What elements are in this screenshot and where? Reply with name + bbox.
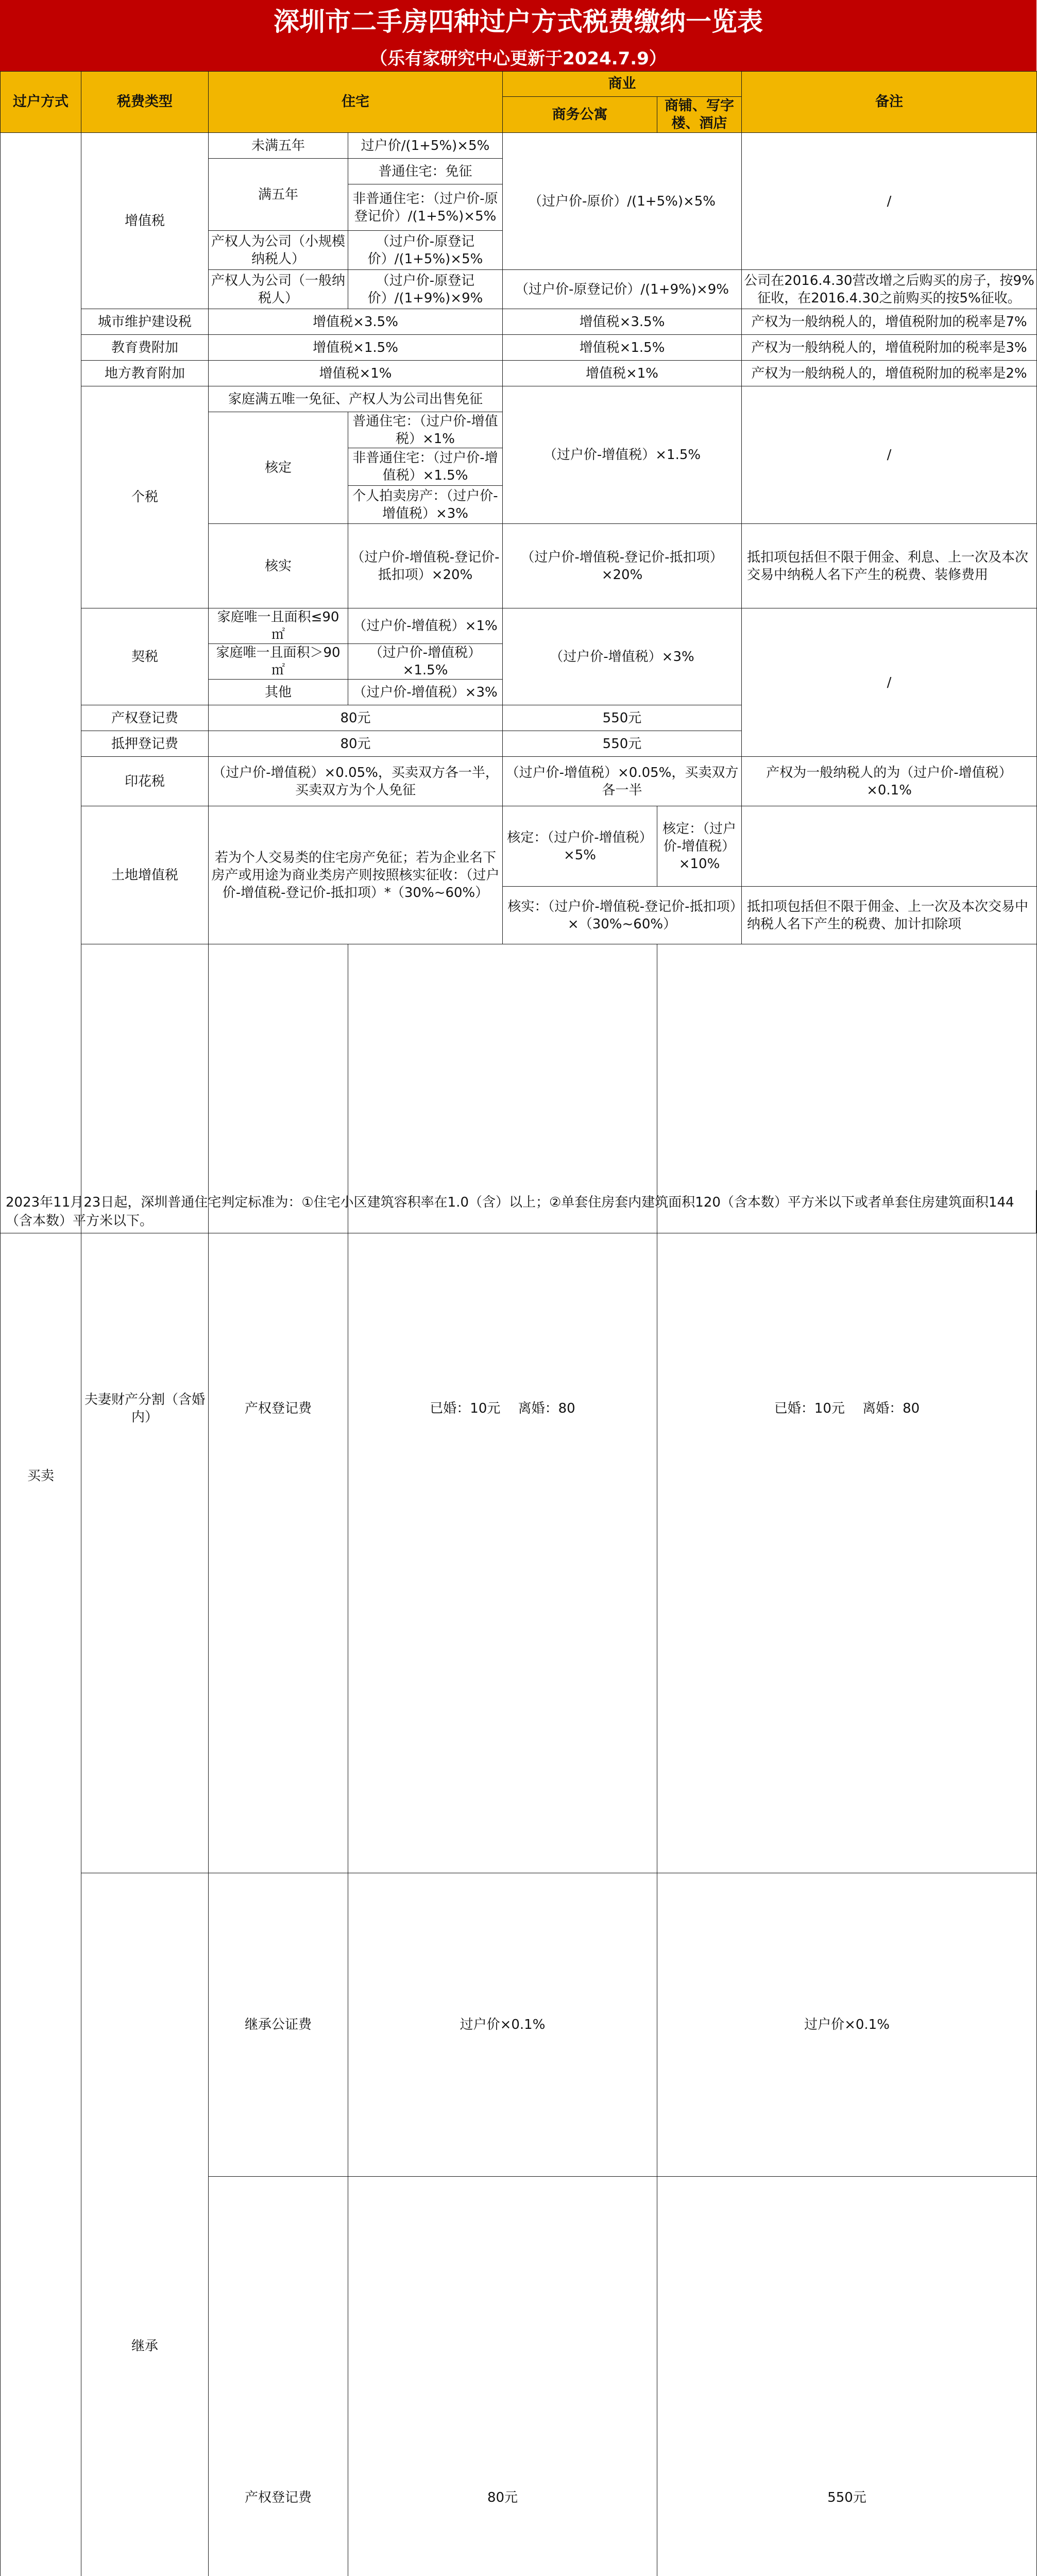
- marital-label: 产权登记费: [209, 944, 348, 1873]
- city-tax-res: 增值税×3.5%: [209, 309, 503, 335]
- vat-ordinary: 普通住宅：免征: [348, 159, 503, 184]
- edu-fee-com: 增值税×1.5%: [503, 335, 742, 361]
- mortgage-fee-label: 抵押登记费: [81, 731, 209, 757]
- reg-fee-res: 80元: [209, 705, 503, 731]
- method-trade: 买卖: [1, 133, 81, 2576]
- deed-tax-other-formula: （过户价-增值税）×3%: [348, 680, 503, 705]
- header-shop-office-hotel: 商铺、写字楼、酒店: [657, 97, 742, 133]
- income-tax-label: 个税: [81, 386, 209, 608]
- vat-under5-formula: 过户价/(1+5%)×5%: [348, 133, 503, 159]
- header-commercial-apartment: 商务公寓: [503, 97, 657, 133]
- income-tax-auction: 个人拍卖房产：（过户价-增值税）×3%: [348, 486, 503, 524]
- land-vat-shop-assessed: 核定：（过户价-增值税）×10%: [657, 806, 742, 887]
- deed-tax-under90: 家庭唯一且面积≤90㎡: [209, 608, 348, 644]
- city-tax-label: 城市维护建设税: [81, 309, 209, 335]
- city-tax-com: 增值税×3.5%: [503, 309, 742, 335]
- local-edu-com: 增值税×1%: [503, 361, 742, 386]
- land-vat-remark: 抵扣项包括但不限于佣金、上一次及本次交易中纳税人名下产生的税费、加计扣除项: [742, 887, 1037, 944]
- inherit-reg-com: 550元: [657, 2176, 1037, 2576]
- inherit-notary-res: 过户价×0.1%: [348, 1873, 657, 2177]
- vat-company-small-formula: （过户价-原登记价）/(1+5%)×5%: [348, 231, 503, 270]
- vat-commercial-general: （过户价-原登记价）/(1+9%)×9%: [503, 270, 742, 309]
- edu-fee-label: 教育费附加: [81, 335, 209, 361]
- deed-tax-over90: 家庭唯一且面积＞90㎡: [209, 644, 348, 680]
- footnote: 2023年11月23日起，深圳普通住宅判定标准为：①住宅小区建筑容积率在1.0（含）以上；②单套住房套内建筑面积120（含本数）平方米以下或者单套住房建筑面积144（含本数）平方米以下。: [0, 1190, 1036, 1233]
- header-commercial: 商业: [503, 72, 742, 97]
- inherit-reg-res: 80元: [348, 2176, 657, 2576]
- vat-company-general: 产权人为公司（一般纳税人）: [209, 270, 348, 309]
- local-edu-res: 增值税×1%: [209, 361, 503, 386]
- header-method: 过户方式: [1, 72, 81, 133]
- land-vat-label: 土地增值税: [81, 806, 209, 944]
- land-vat-actual: 核实：（过户价-增值税-登记价-抵扣项）×（30%~60%）: [503, 887, 742, 944]
- vat-company-small: 产权人为公司（小规模纳税人）: [209, 231, 348, 270]
- header-remarks: 备注: [742, 72, 1037, 133]
- mortgage-fee-res: 80元: [209, 731, 503, 757]
- reg-fee-label: 产权登记费: [81, 705, 209, 731]
- deed-tax-under90-formula: （过户价-增值税）×1%: [348, 608, 503, 644]
- vat-commercial: （过户价-原价）/(1+5%)×5%: [503, 133, 742, 270]
- inherit-notary-label: 继承公证费: [209, 1873, 348, 2177]
- land-vat-empty: [742, 806, 1037, 887]
- title-banner: [0, 0, 1036, 71]
- stamp-tax-res: （过户价-增值税）×0.05%，买卖双方各一半，买卖双方为个人免征: [209, 757, 503, 806]
- income-tax-non-ordinary: 非普通住宅：（过户价-增值税）×1.5%: [348, 448, 503, 486]
- marital-com: 已婚：10元 离婚：80: [657, 944, 1037, 1873]
- method-inherit: 继承: [81, 1873, 209, 2576]
- vat-under5: 未满五年: [209, 133, 348, 159]
- page-title: 深圳市二手房四种过户方式税费缴纳一览表: [0, 0, 1036, 44]
- page-subtitle: （乐有家研究中心更新于2024.7.9）: [0, 46, 1036, 71]
- stamp-tax-remark: 产权为一般纳税人的为（过户价-增值税）×0.1%: [742, 757, 1037, 806]
- header-residential: 住宅: [209, 72, 503, 133]
- income-tax-actual-com: （过户价-增值税-登记价-抵扣项）×20%: [503, 524, 742, 608]
- income-tax-ordinary: 普通住宅：（过户价-增值税）×1%: [348, 412, 503, 448]
- land-vat-res: 若为个人交易类的住宅房产免征；若为企业名下房产或用途为商业类房产则按照核实征收：（过户价-增值税-登记价-抵扣项）*（30%~60%）: [209, 806, 503, 944]
- vat-label: 增值税: [81, 133, 209, 309]
- inherit-notary-com: 过户价×0.1%: [657, 1873, 1037, 2177]
- land-vat-apt-assessed: 核定：（过户价-增值税）×5%: [503, 806, 657, 887]
- method-marital: 夫妻财产分割（含婚内）: [81, 944, 209, 1873]
- city-tax-remark: 产权为一般纳税人的，增值税附加的税率是7%: [742, 309, 1037, 335]
- vat-remark-general: 公司在2016.4.30营改增之后购买的房子，按9%征收，在2016.4.30之前购买的按5%征收。: [742, 270, 1037, 309]
- deed-tax-over90-formula: （过户价-增值税）×1.5%: [348, 644, 503, 680]
- income-tax-assessed-com: （过户价-增值税）×1.5%: [503, 386, 742, 524]
- tax-sheet: [0, 0, 1036, 1233]
- vat-over5: 满五年: [209, 159, 348, 231]
- vat-remark: /: [742, 133, 1037, 270]
- tax-table: [0, 71, 1037, 2576]
- income-tax-actual-res: （过户价-增值税-登记价-抵扣项）×20%: [348, 524, 503, 608]
- mortgage-fee-com: 550元: [503, 731, 742, 757]
- edu-fee-remark: 产权为一般纳税人的，增值税附加的税率是3%: [742, 335, 1037, 361]
- reg-fee-com: 550元: [503, 705, 742, 731]
- marital-res: 已婚：10元 离婚：80: [348, 944, 657, 1873]
- local-edu-remark: 产权为一般纳税人的，增值税附加的税率是2%: [742, 361, 1037, 386]
- deed-tax-com: （过户价-增值税）×3%: [503, 608, 742, 705]
- income-tax-assessed-remark: /: [742, 386, 1037, 524]
- deed-tax-other: 其他: [209, 680, 348, 705]
- income-tax-assessed: 核定: [209, 412, 348, 524]
- vat-non-ordinary: 非普通住宅：（过户价-原登记价）/(1+5%)×5%: [348, 184, 503, 231]
- stamp-tax-com: （过户价-增值税）×0.05%，买卖双方各一半: [503, 757, 742, 806]
- inherit-reg-label: 产权登记费: [209, 2176, 348, 2576]
- stamp-tax-label: 印花税: [81, 757, 209, 806]
- deed-tax-label: 契税: [81, 608, 209, 705]
- local-edu-label: 地方教育附加: [81, 361, 209, 386]
- header-tax-type: 税费类型: [81, 72, 209, 133]
- income-tax-exempt: 家庭满五唯一免征、产权人为公司出售免征: [209, 386, 503, 412]
- deed-tax-remark: /: [742, 608, 1037, 757]
- vat-company-general-formula: （过户价-原登记价）/(1+9%)×9%: [348, 270, 503, 309]
- edu-fee-res: 增值税×1.5%: [209, 335, 503, 361]
- income-tax-actual-remark: 抵扣项包括但不限于佣金、利息、上一次及本次交易中纳税人名下产生的税费、装修费用: [742, 524, 1037, 608]
- income-tax-actual: 核实: [209, 524, 348, 608]
